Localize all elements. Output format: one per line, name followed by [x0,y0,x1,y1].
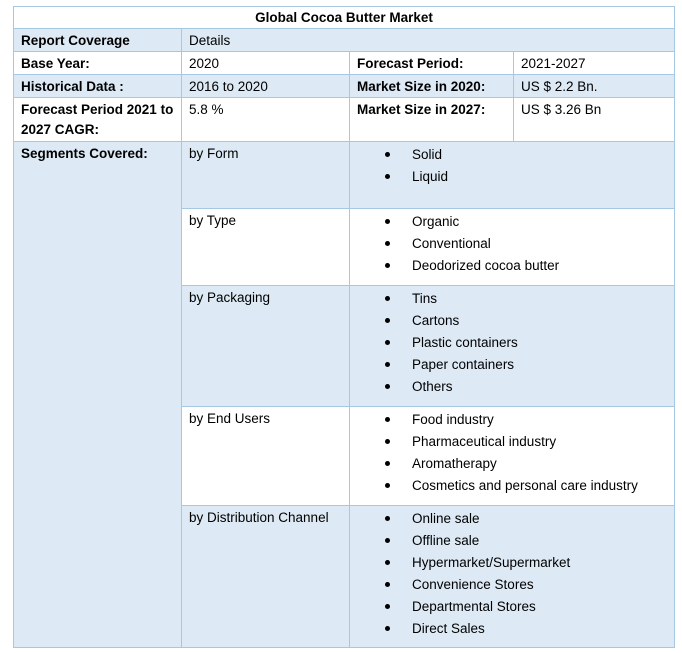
segment-name: by Form [182,142,350,209]
list-item-label: Tins [412,291,438,306]
list-item-label: Cartons [412,313,460,328]
table-title: Global Cocoa Butter Market [14,7,675,29]
cagr-label: Forecast Period 2021 to 2027 CAGR: [14,98,182,142]
list-item-label: Liquid [412,169,449,184]
list-item-label: Organic [412,214,460,229]
list-item-label: Food industry [412,412,494,427]
bullet-icon [385,318,390,323]
list-item [385,211,667,233]
segment-items [350,407,675,506]
segment-name: by End Users [182,407,350,506]
bullet-icon [385,241,390,246]
title-row [14,7,675,29]
list-item-label: Departmental Stores [412,599,536,614]
list-item-label: Solid [412,147,443,162]
list-item-label: Hypermarket/Supermarket [412,555,571,570]
list-item-label: Convenience Stores [412,577,534,592]
list-item [385,530,667,552]
bullet-icon [385,296,390,301]
list-item-label: Deodorized cocoa butter [412,258,560,273]
base-year-row [14,52,675,75]
segment-name: by Type [182,209,350,286]
bullet-icon [385,174,390,179]
bullet-icon [385,417,390,422]
segment-name: by Packaging [182,286,350,407]
bullet-icon [385,219,390,224]
list-item-label: Paper containers [412,357,515,372]
forecast-period-label: Forecast Period: [350,52,514,75]
list-item [385,574,667,596]
list-item [385,552,667,574]
cagr-row [14,98,675,142]
bullet-icon [385,538,390,543]
list-item [385,166,667,188]
list-item [385,596,667,618]
list-item-label: Plastic containers [412,335,518,350]
historical-data-value: 2016 to 2020 [182,75,350,98]
segment-items [350,286,675,407]
list-item [385,618,667,640]
list-item-label: Others [412,379,453,394]
list-item [385,233,667,255]
segment-name: by Distribution Channel [182,506,350,648]
report-coverage-row [14,29,675,52]
segment-list [357,288,667,398]
bullet-icon [385,439,390,444]
segment-list [357,211,667,277]
segment-items [350,506,675,648]
segment-list [357,409,667,497]
segment-row-form [14,142,675,209]
bullet-icon [385,483,390,488]
historical-data-row [14,75,675,98]
bullet-icon [385,340,390,345]
historical-data-label: Historical Data : [14,75,182,98]
bullet-icon [385,604,390,609]
list-item [385,453,667,475]
bullet-icon [385,362,390,367]
list-item-label: Aromatherapy [412,456,497,471]
list-item [385,475,667,497]
cagr-value: 5.8 % [182,98,350,142]
report-table [13,6,675,648]
segment-items [350,209,675,286]
bullet-icon [385,516,390,521]
list-item-label: Conventional [412,236,491,251]
list-item [385,310,667,332]
base-year-label: Base Year: [14,52,182,75]
bullet-icon [385,152,390,157]
segment-list [357,144,667,188]
bullet-icon [385,582,390,587]
list-item-label: Offline sale [412,533,480,548]
list-item [385,255,667,277]
list-item-label: Online sale [412,511,480,526]
bullet-icon [385,626,390,631]
list-item [385,376,667,398]
market-size-2027-label: Market Size in 2027: [350,98,514,142]
bullet-icon [385,461,390,466]
market-size-2020-value: US $ 2.2 Bn. [514,75,675,98]
list-item [385,508,667,530]
list-item-label: Pharmaceutical industry [412,434,557,449]
list-item [385,431,667,453]
report-coverage-value: Details [182,29,675,52]
list-item-label: Direct Sales [412,621,485,636]
bullet-icon [385,384,390,389]
forecast-period-value: 2021-2027 [514,52,675,75]
list-item [385,144,667,166]
segments-covered-label: Segments Covered: [14,142,182,648]
report-coverage-label: Report Coverage [14,29,182,52]
market-size-2027-value: US $ 3.26 Bn [514,98,675,142]
base-year-value: 2020 [182,52,350,75]
list-item-label: Cosmetics and personal care industry [412,478,638,493]
list-item [385,288,667,310]
segment-list [357,508,667,640]
market-size-2020-label: Market Size in 2020: [350,75,514,98]
list-item [385,354,667,376]
segment-items [350,142,675,209]
bullet-icon [385,560,390,565]
bullet-icon [385,263,390,268]
list-item [385,409,667,431]
list-item [385,332,667,354]
